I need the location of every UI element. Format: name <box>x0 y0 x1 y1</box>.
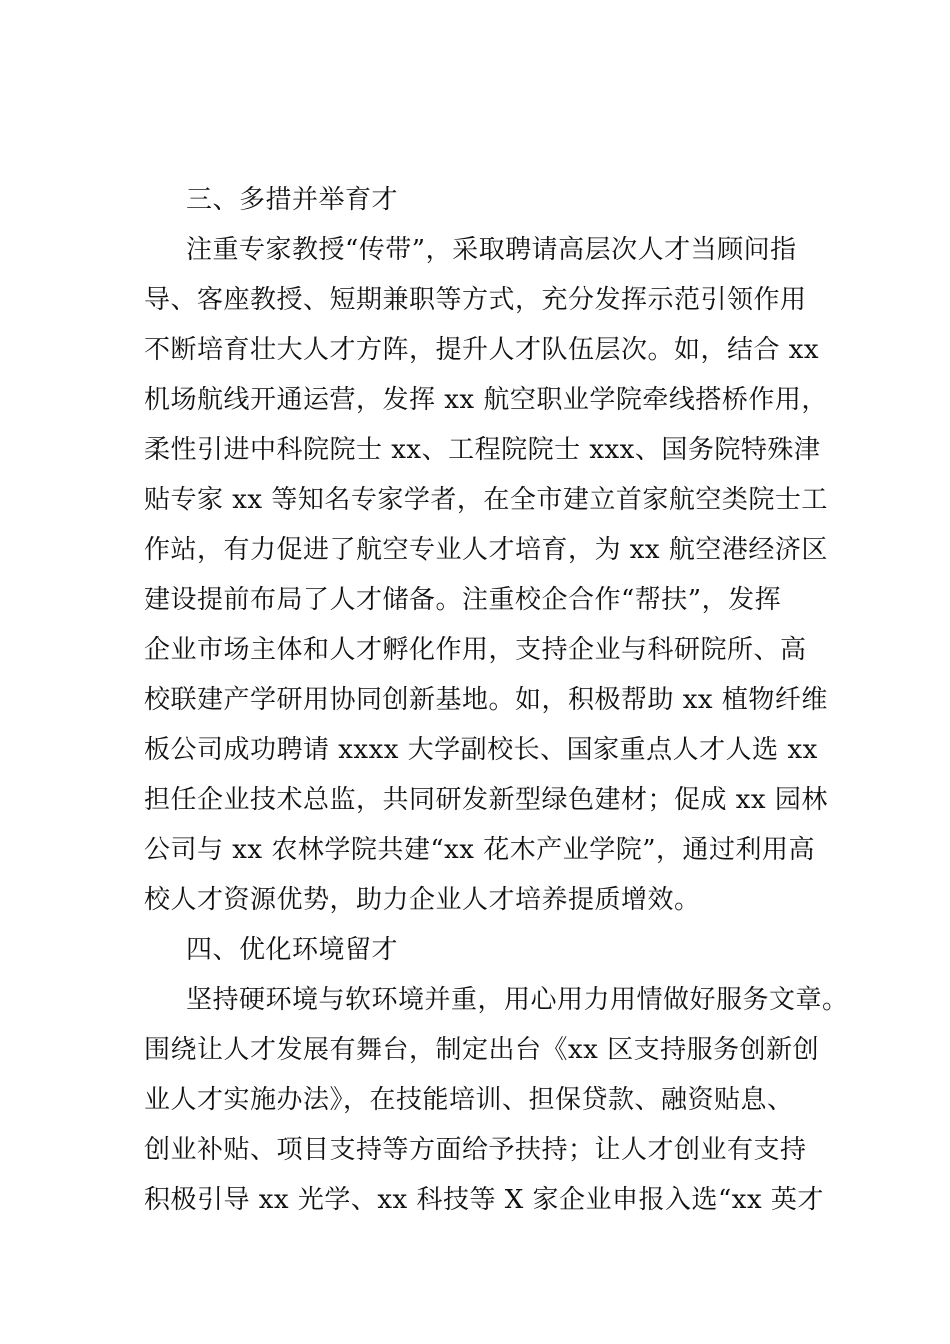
text-line: 注重专家教授“传带”，采取聘请高层次人才当顾问指 <box>186 235 797 265</box>
text-line: 积极引导 xx 光学、xx 科技等 X 家企业申报入选“xx 英才 <box>144 1185 824 1215</box>
text-line: 校人才资源优势，助力企业人才培养提质增效。 <box>144 885 701 915</box>
text-line: 建设提前布局了人才储备。注重校企合作“帮扶”，发挥 <box>144 585 782 615</box>
text-line: 板公司成功聘请 xxxx 大学副校长、国家重点人才人选 xx <box>144 735 818 765</box>
text-line: 公司与 xx 农林学院共建“xx 花木产业学院”，通过利用高 <box>144 835 816 865</box>
text-line: 企业市场主体和人才孵化作用，支持企业与科研院所、高 <box>144 635 807 665</box>
section-heading-3: 三、多措并举育才 <box>186 185 399 215</box>
text-line: 业人才实施办法》，在技能培训、担保贷款、融资贴息、 <box>144 1085 794 1115</box>
text-line: 创业补贴、项目支持等方面给予扶持；让人才创业有支持 <box>144 1135 807 1165</box>
text-line: 导、客座教授、短期兼职等方式，充分发挥示范引领作用 <box>144 285 807 315</box>
text-line: 担任企业技术总监，共同研发新型绿色建材；促成 xx 园林 <box>144 785 828 815</box>
text-line: 坚持硬环境与软环境并重，用心用力用情做好服务文章。 <box>186 985 849 1015</box>
text-line: 围绕让人才发展有舞台，制定出台《xx 区支持服务创新创 <box>144 1035 820 1065</box>
text-line: 机场航线开通运营，发挥 xx 航空职业学院牵线搭桥作用， <box>144 385 828 415</box>
text-line: 柔性引进中科院院士 xx、工程院院士 xxx、国务院特殊津 <box>144 435 821 465</box>
text-line: 贴专家 xx 等知名专家学者，在全市建立首家航空类院士工 <box>144 485 828 515</box>
text-line: 校联建产学研用协同创新基地。如，积极帮助 xx 植物纤维 <box>144 685 828 715</box>
section-heading-4: 四、优化环境留才 <box>186 935 399 965</box>
text-line: 作站，有力促进了航空专业人才培育，为 xx 航空港经济区 <box>144 535 828 565</box>
text-line: 不断培育壮大人才方阵，提升人才队伍层次。如，结合 xx <box>144 335 820 365</box>
